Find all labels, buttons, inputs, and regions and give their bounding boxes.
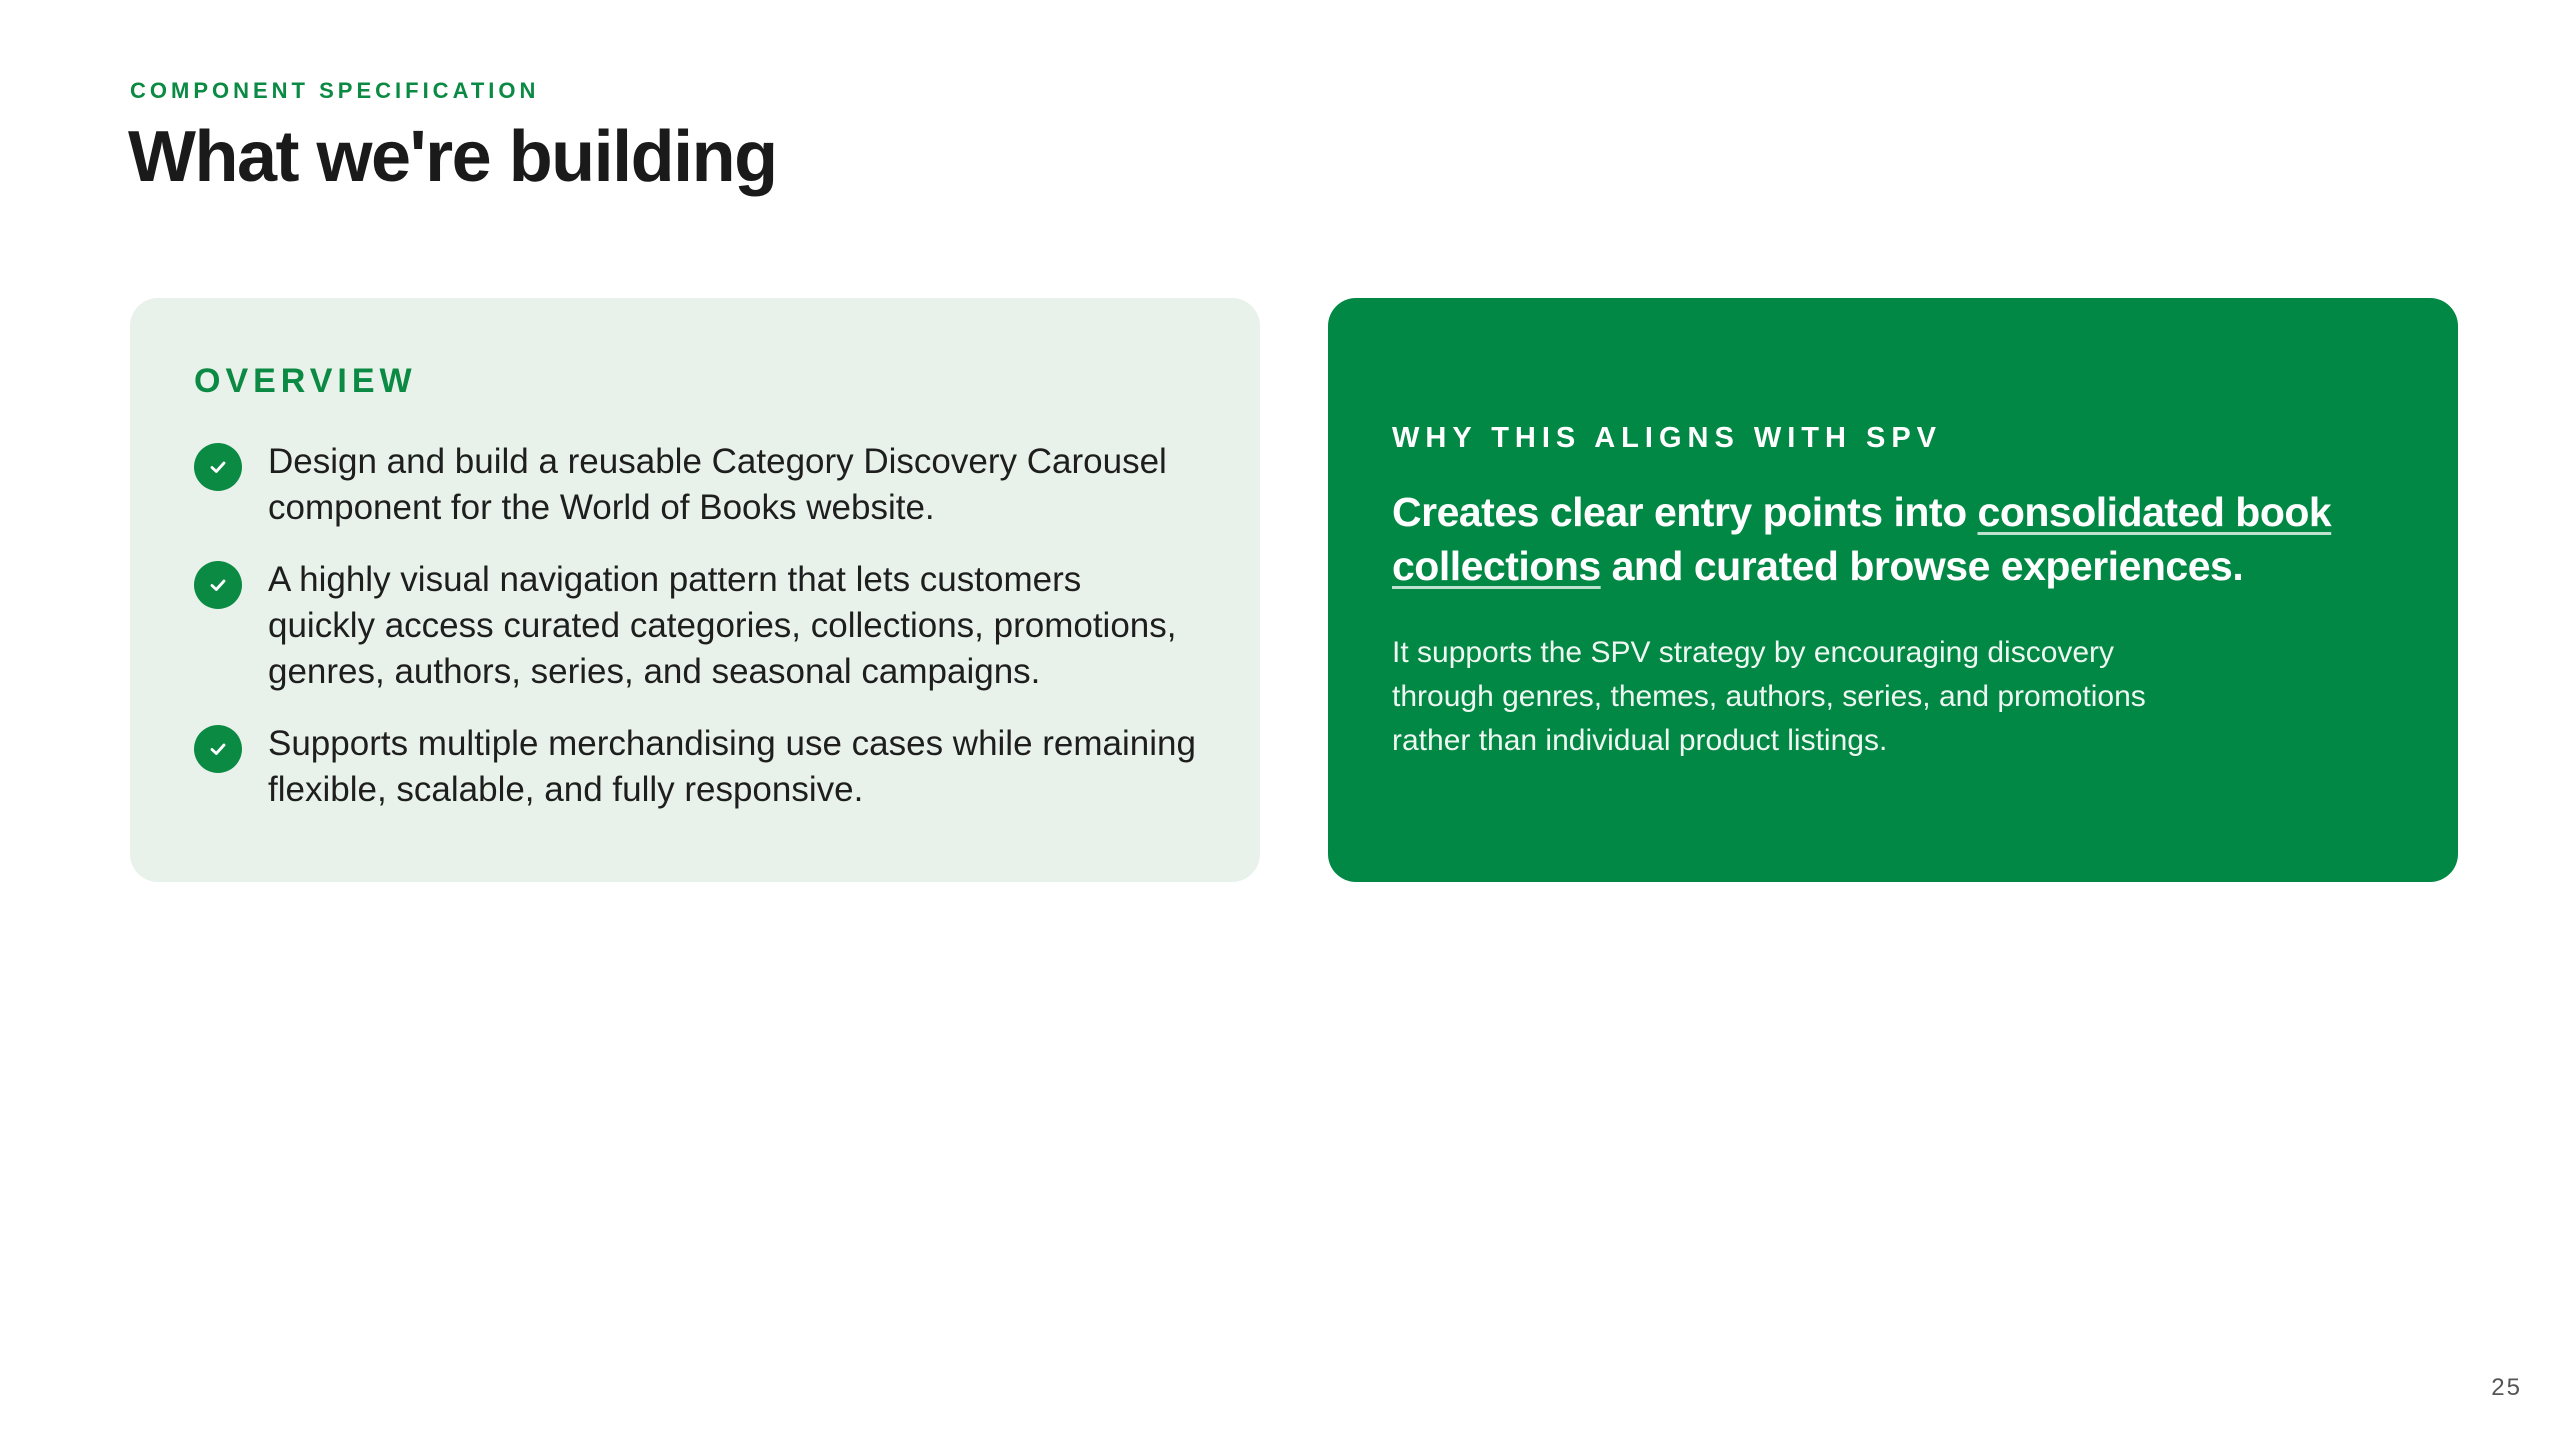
page-number: 25 <box>2491 1374 2522 1401</box>
eyebrow-label: COMPONENT SPECIFICATION <box>130 78 540 103</box>
overview-card <box>130 298 1260 882</box>
list-item-text: Design and build a reusable Category Discovery Carousel component for the World of Books website. <box>268 442 1167 527</box>
check-circle-icon <box>194 725 242 773</box>
check-circle-icon <box>194 561 242 609</box>
consolidated-collections-link[interactable]: consolidated book collections <box>1392 489 2332 589</box>
overview-label: OVERVIEW <box>194 362 417 400</box>
list-item <box>194 439 1196 531</box>
page-title: What we're building <box>128 117 777 197</box>
list-item <box>194 721 1196 813</box>
why-headline-pre: Creates clear entry points into <box>1392 489 1978 535</box>
list-item <box>194 557 1196 695</box>
why-card <box>1328 298 2458 882</box>
list-item-text: Supports multiple merchandising use cases while remaining flexible, scalable, and fully responsive. <box>268 724 1196 809</box>
overview-list <box>194 439 1196 813</box>
why-headline-post: and curated browse experiences. <box>1600 543 2244 589</box>
why-headline <box>1392 485 2372 593</box>
why-label: WHY THIS ALIGNS WITH SPV <box>1392 422 1943 454</box>
why-body: It supports the SPV strategy by encouraging discovery through genres, themes, authors, series, and promotions rather than individual product listings. <box>1392 636 2146 757</box>
check-circle-icon <box>194 443 242 491</box>
list-item-text: A highly visual navigation pattern that lets customers quickly access curated categories, collections, promotions, genres, authors, series, and seasonal campaigns. <box>268 560 1177 691</box>
